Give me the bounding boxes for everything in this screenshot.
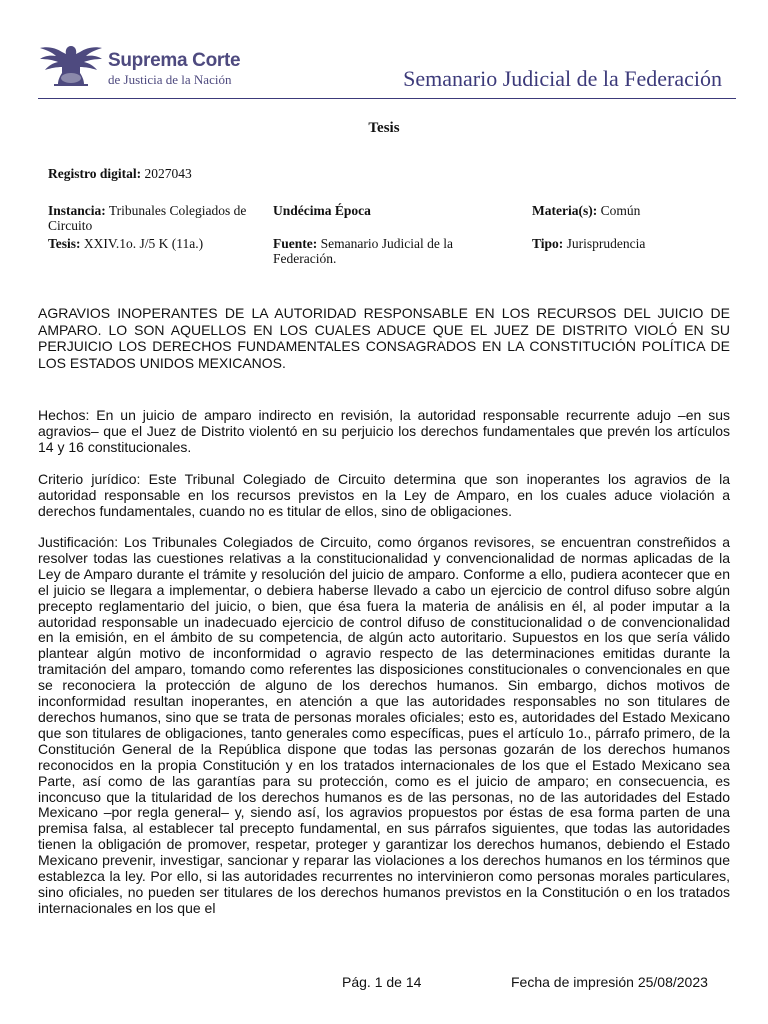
tipo <box>532 236 645 251</box>
logo-title: Suprema Corte <box>108 50 241 71</box>
fuente-value: Semanario Judicial de la Federación. <box>273 236 453 266</box>
publication-title: Semanario Judicial de la Federación <box>403 66 722 91</box>
fuente <box>273 236 503 266</box>
scjn-logo <box>38 40 338 90</box>
eagle-emblem-icon <box>38 40 104 88</box>
tipo-label: Tipo: <box>532 236 564 251</box>
materia-label: Materia(s): <box>532 203 598 218</box>
hechos-paragraph: Hechos: En un juicio de amparo indirecto en revisión, la autoridad responsable recurrente adujo –en sus agravios– que el Juez de Distrito violentó en su perjuicio los derechos fundamentales que prevén los artículos 14 y 16 constitucionales. <box>38 407 730 455</box>
materia <box>532 203 640 218</box>
tesis-value: XXIV.1o. J/5 K (11a.) <box>83 236 204 251</box>
justificacion-paragraph: Justificación: Los Tribunales Colegiados de Circuito, como órganos revisores, se encuentran constreñidos a resolver todas las cuestiones relativas a la constitucionalidad y convencionalidad de normas aplicadas de la Ley de Amparo durante el trámite y resolución del juicio de amparo. Conforme a ello, pudiera acontecer que en el juicio se llegara a implementar, o debiera haberse llevado a cabo un ejercicio de control difuso sobre algún precepto reglamentario del juicio, o bien, que ésa fuera la materia de análisis en él, al poder imputar a la autoridad responsable un inadecuado ejercicio de control difuso de constitucionalidad o de convencionalidad en la emisión, en el ámbito de su competencia, de algún acto autoritario. Supuestos en los que sería válido plantear algún motivo de inconformidad o agravio respecto de las determinaciones emitidas durante la tramitación del amparo, tomando como referentes las disposiciones constitucionales o convencionales en que se reconociera la protección de alguno de los derechos humanos. Sin embargo, dichos motivos de inconformidad resultan inoperantes, en atención a que las autoridades responsables no son titulares de derechos humanos, sino que se trata de personas morales oficiales; esto es, autoridades del Estado Mexicano que son titulares de obligaciones, tanto generales como específicas, pues el artículo 1o., párrafo primero, de la Constitución General de la República dispone que todas las personas gozarán de los derechos humanos reconocidos en la propia Constitución y en los tratados internacionales de los que el Estado Mexicano sea Parte, así como de las garantías para su protección, como es el juicio de amparo; en consecuencia, es inconcuso que la titularidad de los derechos humanos es de las personas, no de las autoridades del Estado Mexicano –por regla general– y, siendo así, los agravios propuestos por éstas de esa forma parten de una premisa falsa, al establecer tal precepto fundamental, en sus párrafos siguientes, que todas las autoridades tienen la obligación de promover, respetar, proteger y garantizar los derechos humanos, debiendo el Estado Mexicano prevenir, investigar, sancionar y reparar las violaciones a los derechos humanos en los términos que establezca la ley. Por ello, si las autoridades recurrentes no intervinieron como personas morales particulares, sino oficiales, no pueden ser titulares de los derechos humanos previstos en la Constitución o en los tratados internacionales en los que el <box>38 534 730 916</box>
tesis-label: Tesis: <box>48 236 81 251</box>
instancia-value: Tribunales Colegiados de Circuito <box>48 203 247 233</box>
document-type-heading: Tesis <box>368 120 400 136</box>
registro-label: Registro digital: <box>48 166 142 181</box>
epoca-label: Undécima Época <box>273 203 371 218</box>
instancia <box>48 203 263 233</box>
epoca <box>273 203 371 218</box>
registro-value: 2027043 <box>144 166 192 181</box>
materia-value: Común <box>600 203 641 218</box>
print-date: Fecha de impresión 25/08/2023 <box>511 974 708 990</box>
document-header <box>38 40 736 100</box>
tesis-number <box>48 236 203 251</box>
logo-subtitle: de Justicia de la Nación <box>108 72 232 87</box>
criterio-paragraph: Criterio jurídico: Este Tribunal Colegiado de Circuito determina que son inoperantes los agravios de la autoridad responsable en los recursos previstos en la Ley de Amparo, en los cuales aduce violación a derechos fundamentales, cuando no es titular de ellos, sino de obligaciones. <box>38 471 730 519</box>
tipo-value: Jurisprudencia <box>566 236 646 251</box>
fuente-label: Fuente: <box>273 236 318 251</box>
rubro-heading: AGRAVIOS INOPERANTES DE LA AUTORIDAD RESPONSABLE EN LOS RECURSOS DEL JUICIO DE AMPARO. LO SON AQUELLOS EN LOS CUALES ADUCE QUE EL JUEZ DE DISTRITO VIOLÓ EN SU PERJUICIO LOS DERECHOS FUNDAMENTALES CONSAGRADOS EN LA CONSTITUCIÓN POLÍTICA DE LOS ESTADOS UNIDOS MEXICANOS. <box>38 305 730 371</box>
header-divider <box>38 98 736 99</box>
instancia-label: Instancia: <box>48 203 106 218</box>
page-number: Pág. 1 de 14 <box>342 974 422 990</box>
registro-digital <box>48 166 192 181</box>
